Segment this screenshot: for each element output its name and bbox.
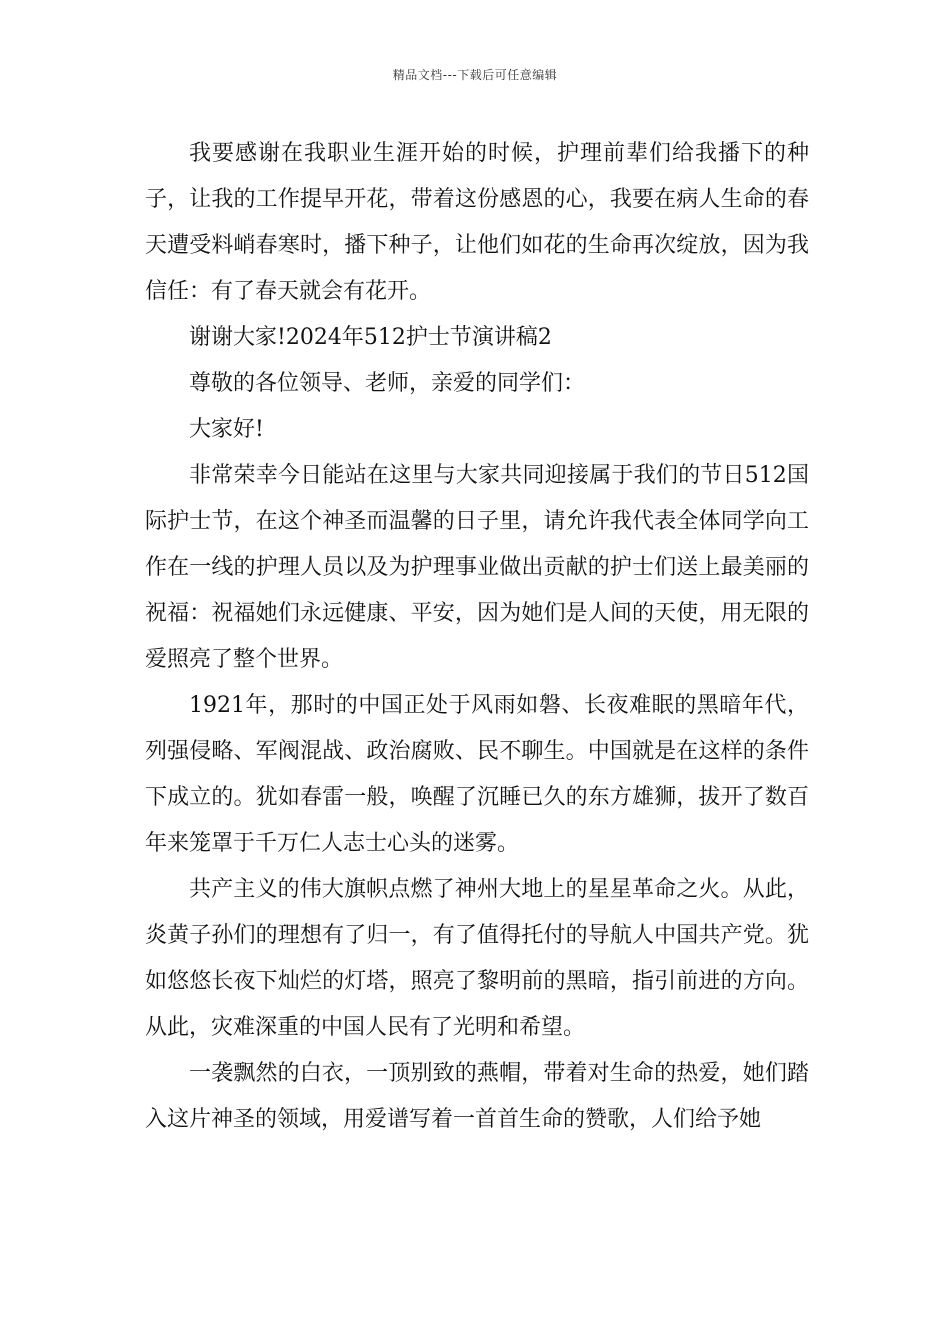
paragraph-greeting: 大家好! <box>189 417 264 442</box>
paragraph-communism: 共产主义的伟大旗帜点燃了神州大地上的星星革命之火。从此，炎黄子孙们的理想有了归一，有了值得托付的导航人中国共产党。犹如悠悠长夜下灿烂的灯塔，照亮了黎明前的黑暗，指引前进的方向。从此，灾难深重的中国人民有了光明和希望。 <box>145 877 809 1040</box>
paragraph-nurses-day: 非常荣幸今日能站在这里与大家共同迎接属于我们的节日512国际护士节，在这个神圣而温馨的日子里，请允许我代表全体同学向工作在一线的护理人员以及为护理事业做出贡献的护士们送上最美丽的祝福：祝福她们永远健康、平安，因为她们是人间的天使，用无限的爱照亮了整个世界。 <box>145 463 809 672</box>
paragraph-gratitude: 我要感谢在我职业生涯开始的时候，护理前辈们给我播下的种子，让我的工作提早开花，带着这份感恩的心，我要在病人生命的春天遭受料峭春寒时，播下种子，让他们如花的生命再次绽放，因为我信任：有了春天就会有花开。 <box>145 141 809 304</box>
paragraph-salutation: 尊敬的各位领导、老师，亲爱的同学们： <box>189 371 586 396</box>
page-header: 精品文档---下载后可任意编辑 <box>392 68 558 82</box>
paragraph-thanks-title: 谢谢大家!2024年512护士节演讲稿2 <box>189 325 552 350</box>
paragraph-white-coat: 一袭飘然的白衣，一顶别致的燕帽，带着对生命的热爱，她们踏入这片神圣的领域，用爱谱写着一首首生命的赞歌，人们给予她 <box>145 1061 809 1132</box>
document-body <box>145 131 809 1143</box>
paragraph-1921: 1921年，那时的中国正处于风雨如磐、长夜难眠的黑暗年代，列强侵略、军阀混战、政治腐败、民不聊生。中国就是在这样的条件下成立的。犹如春雷一般，唤醒了沉睡已久的东方雄狮，拔开了数百年来笼罩于千万仁人志士心头的迷雾。 <box>145 693 809 856</box>
